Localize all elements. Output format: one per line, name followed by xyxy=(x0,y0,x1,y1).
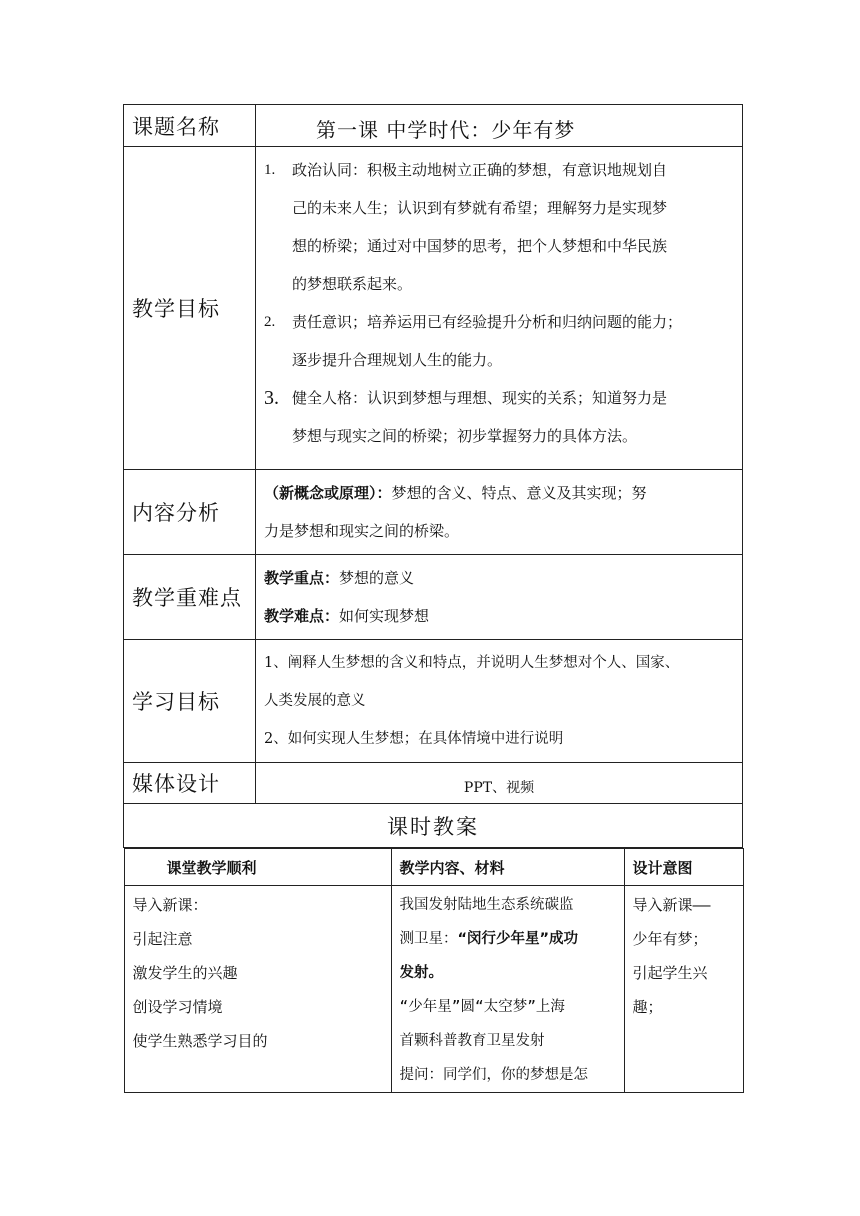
col2-line-4: “少年星”圆“太空梦”上海 xyxy=(399,999,565,1015)
study-label: 学习目标 xyxy=(124,640,256,763)
col2-line-2-bold: “闵行少年星”成功 xyxy=(457,931,579,947)
study-line-3: 2、如何实现人生梦想；在具体情境中进行说明 xyxy=(264,731,564,747)
difficulty-text: 如何实现梦想 xyxy=(339,607,430,625)
col3-line: 导入新课—— xyxy=(632,896,711,914)
goal-line: 想的桥梁；通过对中国梦的思考，把个人梦想和中华民族 xyxy=(292,237,668,255)
col3-body xyxy=(624,886,743,1093)
goals-row xyxy=(124,147,743,470)
study-cell xyxy=(256,640,743,763)
col1-line: 激发学生的兴趣 xyxy=(132,964,238,982)
key-point-label: 教学重点： xyxy=(264,569,340,587)
goal-line: 梦想与现实之间的桥梁；初步掌握努力的具体方法。 xyxy=(292,427,638,445)
goal-item-3 xyxy=(264,379,732,455)
goal-line: 己的未来人生；认识到有梦就有希望；理解努力是实现梦 xyxy=(292,199,668,217)
title-label: 课题名称 xyxy=(124,105,256,147)
goals-list xyxy=(264,151,732,455)
goal-number: 1. xyxy=(264,162,276,178)
col2-line-5: 首颗科普教育卫星发射 xyxy=(399,1033,545,1049)
col2-line-2 xyxy=(400,922,618,956)
goal-line: 责任意识；培养运用已有经验提升分析和归纳问题的能力； xyxy=(292,313,683,331)
goals-cell xyxy=(256,147,743,470)
goal-item-2 xyxy=(264,303,732,379)
title-row xyxy=(124,105,743,147)
key-label: 教学重难点 xyxy=(124,555,256,640)
col3-line: 引起学生兴 xyxy=(632,964,708,982)
analysis-label: 内容分析 xyxy=(124,470,256,555)
key-point-text: 梦想的意义 xyxy=(339,569,415,587)
col3-line: 少年有梦； xyxy=(632,930,708,948)
difficulty-label: 教学难点： xyxy=(264,607,340,625)
col2-line-1: 我国发射陆地生态系统碳监 xyxy=(399,897,574,913)
study-goals-row xyxy=(124,640,743,763)
analysis-text-1: 梦想的含义、特点、意义及其实现；努 xyxy=(391,484,647,502)
goal-item-1 xyxy=(264,151,732,303)
lesson-header-row xyxy=(124,849,743,886)
col2-body xyxy=(391,886,624,1093)
title-value: 第一课 中学时代：少年有梦 xyxy=(316,118,576,142)
analysis-row xyxy=(124,470,743,555)
analysis-cell xyxy=(256,470,743,555)
col1-line: 引起注意 xyxy=(132,930,193,948)
goal-line: 逐步提升合理规划人生的能力。 xyxy=(292,351,503,369)
goals-label: 教学目标 xyxy=(124,147,256,470)
section-row xyxy=(124,804,743,848)
col2-header: 教学内容、材料 xyxy=(391,849,624,886)
col3-line: 趣； xyxy=(632,998,663,1016)
key-point-line xyxy=(264,559,732,597)
section-title: 课时教案 xyxy=(124,804,743,848)
key-points-row xyxy=(124,555,743,640)
col1-line: 创设学习情境 xyxy=(132,998,223,1016)
analysis-line-1 xyxy=(264,474,732,512)
study-line-2: 人类发展的意义 xyxy=(264,693,366,709)
analysis-concept-label: （新概念或原理）： xyxy=(264,484,392,502)
media-row xyxy=(124,763,743,804)
media-label: 媒体设计 xyxy=(124,763,256,804)
col1-header: 课堂教学顺利 xyxy=(124,849,391,886)
col2-line-2-pre: 测卫星： xyxy=(399,931,458,947)
goal-line: 政治认同：积极主动地树立正确的梦想，有意识地规划自 xyxy=(292,161,668,179)
title-value-cell xyxy=(256,105,743,147)
lesson-plan-table xyxy=(123,104,743,1093)
col1-line: 使学生熟悉学习目的 xyxy=(132,1032,268,1050)
goal-line: 健全人格：认识到梦想与理想、现实的关系；知道努力是 xyxy=(292,389,668,407)
media-value: PPT、视频 xyxy=(256,763,743,804)
analysis-line-2: 力是梦想和现实之间的桥梁。 xyxy=(264,522,460,540)
goal-number: 3. xyxy=(264,387,279,409)
key-cell xyxy=(256,555,743,640)
col2-line-6: 提问：同学们，你的梦想是怎 xyxy=(399,1067,588,1083)
col3-header: 设计意图 xyxy=(624,849,743,886)
lesson-body-row xyxy=(124,886,743,1093)
col1-line: 导入新课： xyxy=(132,896,208,914)
difficulty-line xyxy=(264,597,732,635)
lesson-detail-row xyxy=(124,848,743,1094)
lesson-detail-wrapper xyxy=(124,848,743,1094)
goal-line: 的梦想联系起来。 xyxy=(292,275,413,293)
col2-line-3: 发射。 xyxy=(399,965,443,981)
lesson-detail-table xyxy=(124,848,744,1093)
study-line-1: 1、阐释人生梦想的含义和特点，并说明人生梦想对个人、国家、 xyxy=(264,655,680,671)
col1-body xyxy=(124,886,391,1093)
goal-number: 2. xyxy=(264,314,276,330)
